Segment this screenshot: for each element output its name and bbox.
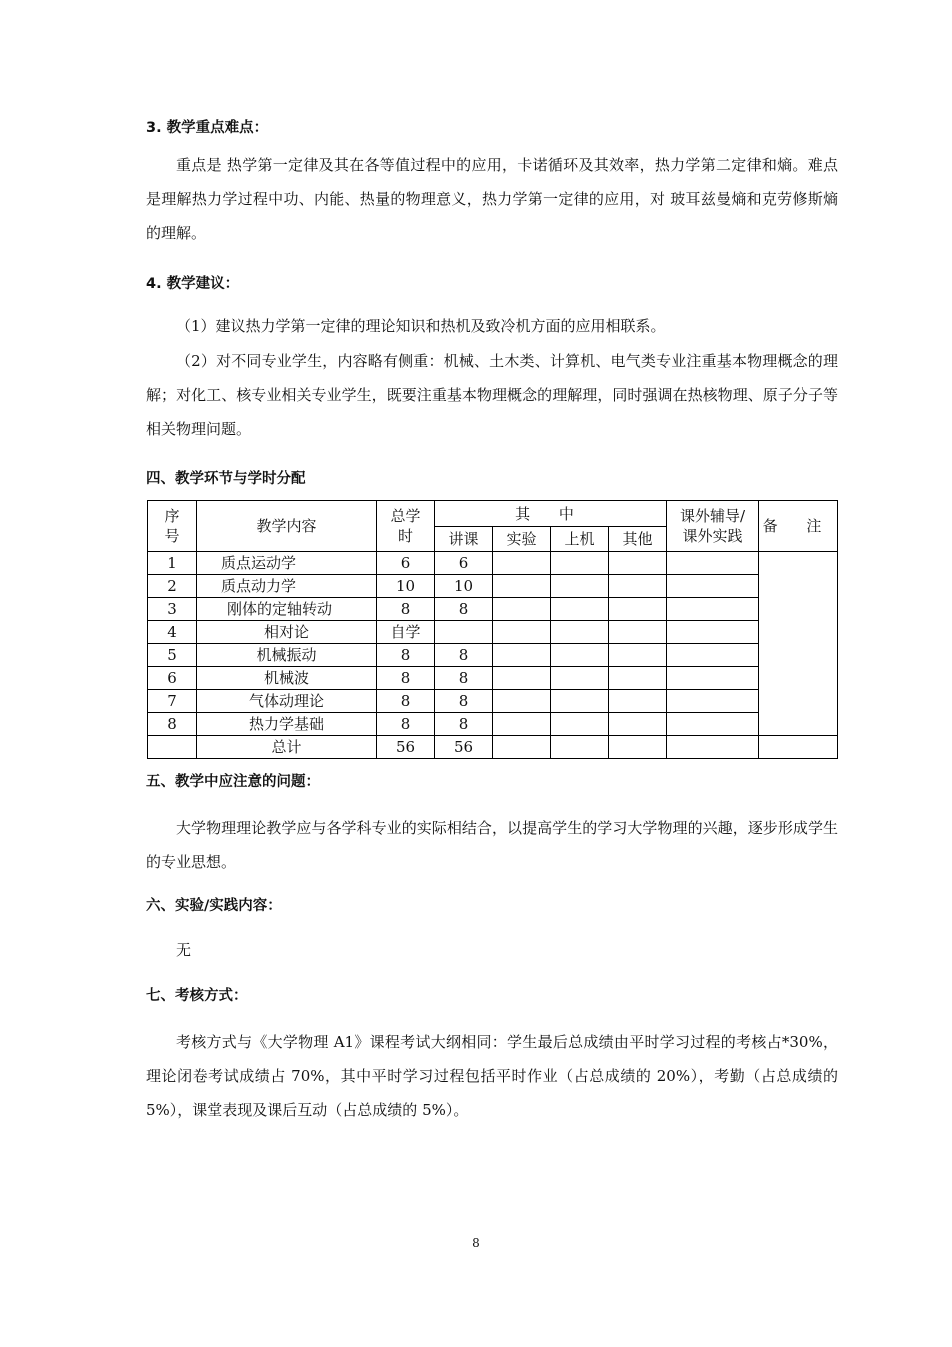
cell-content: 刚体的定轴转动 [197,598,377,621]
section4-item1: （1）建议热力学第一定律的理论知识和热机及致冷机方面的应用相联系。 [176,317,666,335]
header-total-hours: 总学 时 [377,501,435,552]
cell-extra [667,690,759,713]
part5-text: 大学物理理论教学应与各学科专业的实际相结合，以提高学生的学习大学物理的兴趣，逐步形成学生的专业思想。 [146,819,838,871]
header-among: 其 中 [435,501,667,527]
cell-computer [551,644,609,667]
cell-content: 热力学基础 [197,713,377,736]
cell-total: 8 [377,667,435,690]
cell-seq: 2 [148,575,197,598]
cell-experiment [493,690,551,713]
cell-experiment [493,552,551,575]
cell-other [609,598,667,621]
cell-extra [667,575,759,598]
cell-experiment [493,621,551,644]
cell-other [609,552,667,575]
cell-total: 10 [377,575,435,598]
header-experiment: 实验 [493,527,551,552]
cell-content: 相对论 [197,621,377,644]
cell-other [609,736,667,759]
cell-seq: 7 [148,690,197,713]
cell-lecture: 8 [435,598,493,621]
part7-heading: 七、考核方式： [146,988,248,1004]
page-number: 8 [472,1236,480,1250]
cell-other [609,667,667,690]
cell-total: 6 [377,552,435,575]
cell-other [609,621,667,644]
cell-other [609,690,667,713]
cell-experiment [493,598,551,621]
cell-computer [551,690,609,713]
cell-computer [551,713,609,736]
header-remark: 备 注 [759,501,838,552]
table-row [148,713,838,736]
cell-experiment [493,667,551,690]
cell-computer [551,575,609,598]
cell-computer [551,736,609,759]
table-row [148,644,838,667]
cell-content: 气体动理论 [197,690,377,713]
cell-remark [759,736,838,759]
section4-heading: 4. 教学建议： [146,276,240,292]
cell-other [609,713,667,736]
cell-experiment [493,575,551,598]
table-row [148,575,838,598]
schedule-table [147,500,838,759]
cell-seq: 1 [148,552,197,575]
section4-item2: （2）对不同专业学生，内容略有侧重：机械、土木类、计算机、电气类专业注重基本物理概念的理解；对化工、核专业相关专业学生，既要注重基本物理概念的理解理，同时强调在热核物理、原子分子等相关物理问题。 [146,352,838,438]
table-row [148,598,838,621]
cell-extra [667,552,759,575]
cell-extra [667,736,759,759]
header-seq: 序 号 [148,501,197,552]
part5-heading: 五、教学中应注意的问题： [146,774,320,790]
table-row [148,552,838,575]
cell-computer [551,621,609,644]
cell-other [609,575,667,598]
part6-text: 无 [176,941,192,959]
part6-heading: 六、实验/实践内容： [146,898,282,914]
cell-extra [667,598,759,621]
cell-lecture: 8 [435,644,493,667]
section3-text: 重点是 热学第一定律及其在各等值过程中的应用，卡诺循环及其效率，热力学第二定律和熵。难点是理解热力学过程中功、内能、热量的物理意义，热力学第一定律的应用，对 玻耳兹曼熵和克劳修斯熵的理解。 [146,156,838,242]
cell-total-label: 总计 [197,736,377,759]
cell-computer [551,667,609,690]
cell-lecture: 8 [435,690,493,713]
section3-heading: 3. 教学重点难点： [146,120,269,136]
cell-computer [551,598,609,621]
cell-experiment [493,644,551,667]
cell-total: 自学 [377,621,435,644]
cell-lecture [435,621,493,644]
header-computer: 上机 [551,527,609,552]
cell-seq: 8 [148,713,197,736]
header-extra: 课外辅导/ 课外实践 [667,501,759,552]
table-row [148,667,838,690]
cell-computer [551,552,609,575]
cell-lecture: 6 [435,552,493,575]
part7-text: 考核方式与《大学物理 A1》课程考试大纲相同：学生最后总成绩由平时学习过程的考核占*30%，理论闭卷考试成绩占 70%，其中平时学习过程包括平时作业（占总成绩的 20%），考勤（占总成绩的 5%），课堂表现及课后互动（占总成绩的 5%）。 [146,1033,838,1119]
cell-total: 8 [377,644,435,667]
header-content: 教学内容 [197,501,377,552]
cell-seq: 5 [148,644,197,667]
table-row [148,621,838,644]
cell-experiment [493,736,551,759]
cell-seq: 3 [148,598,197,621]
cell-remark-merged [759,552,838,736]
part4-heading: 四、教学环节与学时分配 [146,471,306,487]
cell-content: 质点运动学 [197,552,377,575]
cell-extra [667,667,759,690]
cell-other [609,644,667,667]
cell-seq: 4 [148,621,197,644]
cell-content: 机械波 [197,667,377,690]
cell-seq [148,736,197,759]
cell-extra [667,621,759,644]
cell-content: 质点动力学 [197,575,377,598]
cell-total: 8 [377,690,435,713]
cell-extra [667,713,759,736]
cell-content: 机械振动 [197,644,377,667]
cell-lecture: 10 [435,575,493,598]
header-lecture: 讲课 [435,527,493,552]
cell-total: 8 [377,713,435,736]
cell-lecture: 56 [435,736,493,759]
cell-lecture: 8 [435,713,493,736]
cell-lecture: 8 [435,667,493,690]
cell-experiment [493,713,551,736]
cell-total: 56 [377,736,435,759]
cell-seq: 6 [148,667,197,690]
table-total-row [148,736,838,759]
cell-total: 8 [377,598,435,621]
cell-extra [667,644,759,667]
header-other: 其他 [609,527,667,552]
table-row [148,690,838,713]
